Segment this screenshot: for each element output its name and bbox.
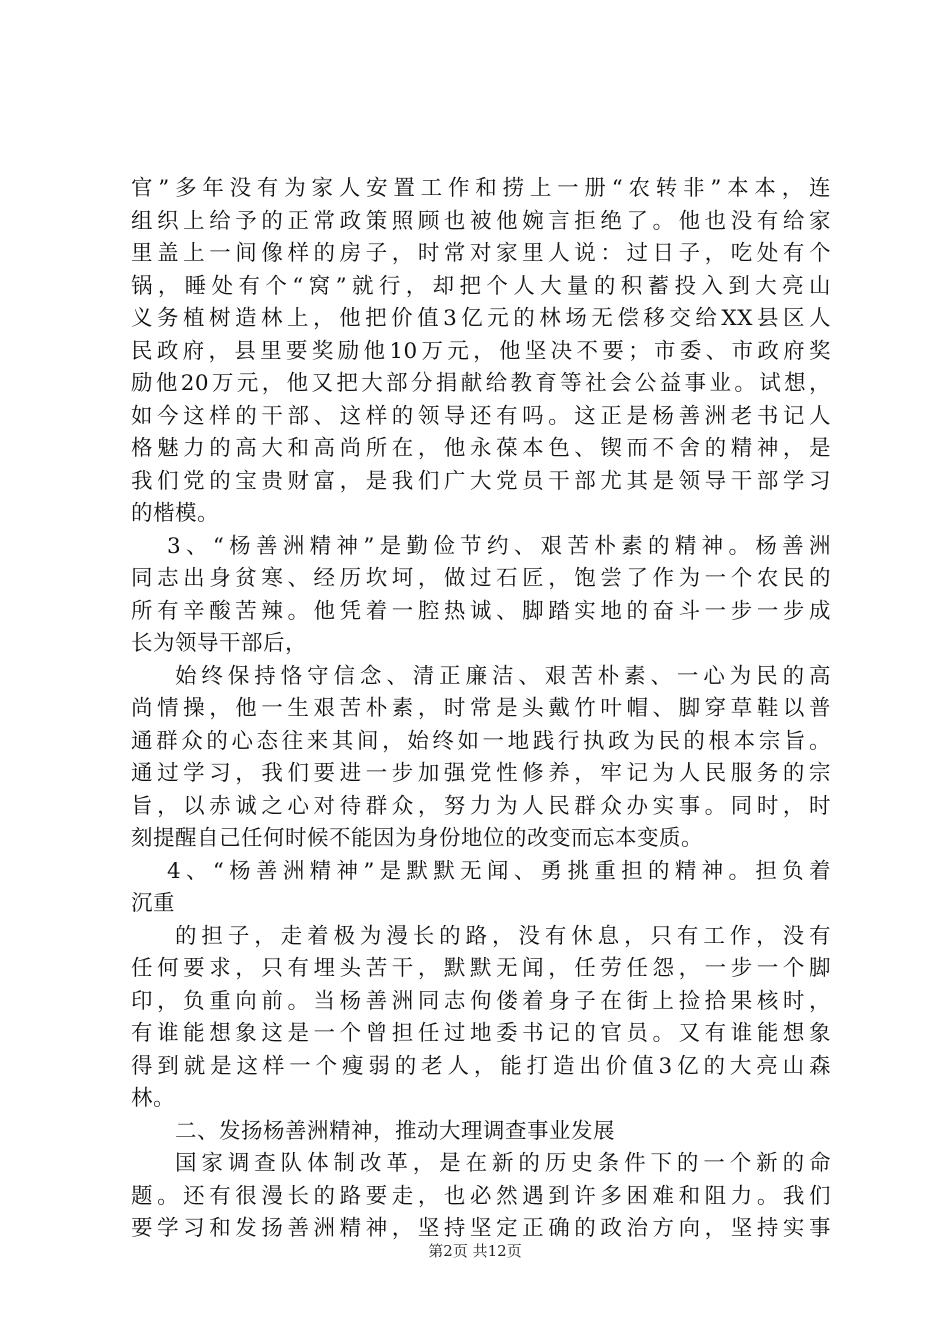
text-line: 林。 xyxy=(131,1086,176,1111)
text-line: 得到就是这样一个瘦弱的老人，能打造出价值3亿的大亮山森 xyxy=(131,1053,831,1079)
text-line: 官”多年没有为家人安置工作和捞上一册“农转非”本本，连 xyxy=(131,176,831,201)
text-line: 组织上给予的正常政策照顾也被他婉言拒绝了。他也没有给家 xyxy=(131,208,831,234)
section-heading: 二、发扬杨善洲精神，推动大理调查事业发展 xyxy=(175,1118,616,1144)
text-line: 的担子，走着极为漫长的路，没有休息，只有工作，没有 xyxy=(175,923,831,949)
text-line: 我们党的宝贵财富，是我们广大党员干部尤其是领导干部学习 xyxy=(131,468,831,494)
text-line: 尚情操，他一生艰苦朴素，时常是头戴竹叶帽、脚穿草鞋以普 xyxy=(131,696,831,721)
text-line: 通过学习，我们要进一步加强党性修养，牢记为人民服务的宗 xyxy=(131,761,831,786)
text-line: 通群众的心态往来其间，始终如一地践行执政为民的根本宗旨。 xyxy=(131,728,831,754)
text-line: 国家调查队体制改革，是在新的历史条件下的一个新的命 xyxy=(175,1151,831,1176)
text-line: 如今这样的干部、这样的领导还有吗。这正是杨善洲老书记人 xyxy=(131,403,831,429)
page-number-footer: 第2页 共12页 xyxy=(428,1242,522,1260)
text-line: 旨，以赤诚之心对待群众，努力为人民群众办实事。同时，时 xyxy=(131,793,831,819)
text-line: 励他20万元，他又把大部分捐献给教育等社会公益事业。试想， xyxy=(131,371,831,396)
text-line: 所有辛酸苦辣。他凭着一腔热诚、脚踏实地的奋斗一步一步成 xyxy=(131,598,831,624)
text-line: 始终保持恪守信念、清正廉洁、艰苦朴素、一心为民的高 xyxy=(175,663,831,689)
text-line: 题。还有很漫长的路要走，也必然遇到许多困难和阻力。我们 xyxy=(131,1183,831,1209)
text-line: 要学习和发扬善洲精神，坚持坚定正确的政治方向，坚持实事 xyxy=(131,1216,831,1241)
text-line: 有谁能想象这是一个曾担任过地委书记的官员。又有谁能想象 xyxy=(131,1021,831,1046)
text-line: 义务植树造林上，他把价值3亿元的林场无偿移交给XX县区人 xyxy=(131,306,831,331)
text-line: 4、“杨善洲精神”是默默无闻、勇挑重担的精神。担负着 xyxy=(167,858,831,884)
text-line: 锅，睡处有个“窝”就行，却把个人大量的积蓄投入到大亮山 xyxy=(131,273,831,299)
text-line: 格魅力的高大和高尚所在，他永葆本色、锲而不舍的精神，是 xyxy=(131,436,831,461)
text-line: 沉重 xyxy=(131,891,176,916)
document-body xyxy=(131,173,831,1246)
text-line: 同志出身贫寒、经历坎坷，做过石匠，饱尝了作为一个农民的 xyxy=(131,566,831,591)
text-line: 印，负重向前。当杨善洲同志佝偻着身子在街上捡拾果核时， xyxy=(131,988,831,1014)
text-line: 3、“杨善洲精神”是勤俭节约、艰苦朴素的精神。杨善洲 xyxy=(167,533,831,559)
text-line: 的楷模。 xyxy=(131,501,220,526)
text-line: 刻提醒自己任何时候不能因为身份地位的改变而忘本变质。 xyxy=(131,826,704,851)
text-line: 任何要求，只有埋头苦干，默默无闻，任劳任怨，一步一个脚 xyxy=(131,956,831,981)
text-line: 民政府，县里要奖励他10万元，他坚决不要；市委、市政府奖 xyxy=(131,338,831,364)
text-line: 里盖上一间像样的房子，时常对家里人说：过日子，吃处有个 xyxy=(131,241,831,266)
text-line: 长为领导干部后， xyxy=(131,631,308,656)
